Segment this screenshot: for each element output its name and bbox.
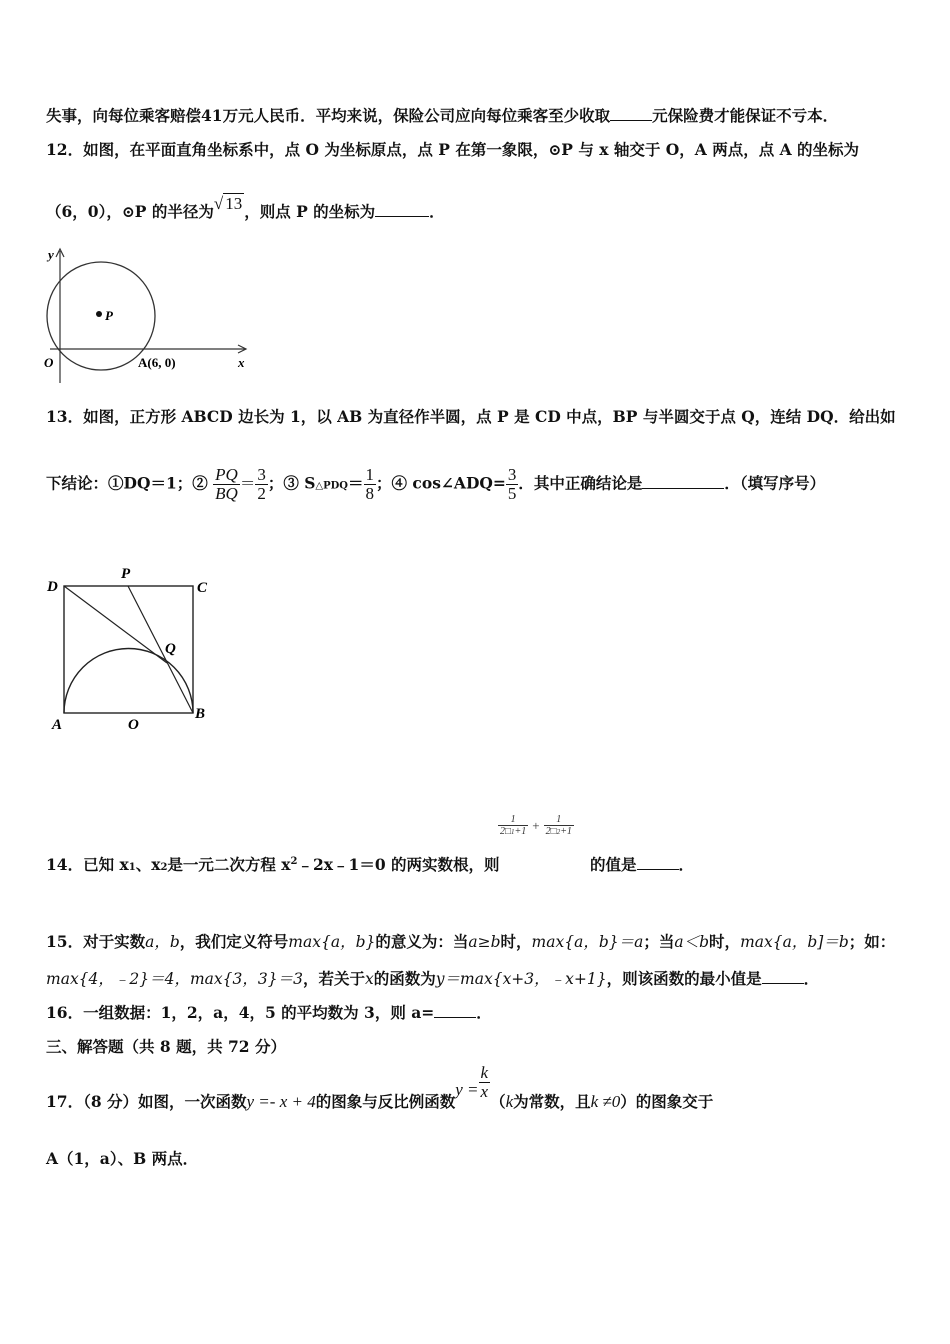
question-text: 、x: [135, 855, 161, 874]
question-text: ；如：: [848, 932, 896, 951]
semicircle: [64, 649, 193, 714]
plus-sign: +: [532, 817, 540, 833]
math-text: x: [365, 970, 374, 988]
radicand: 13: [225, 194, 243, 213]
question-text: ；当: [643, 932, 675, 951]
text: 失事，向每位乘客赔偿: [46, 106, 202, 125]
section-title: 三、解答题（共 8 题，共 72 分）: [46, 1037, 286, 1056]
question-text: ．其中正确结论是: [518, 473, 643, 493]
section-heading: [46, 1035, 286, 1057]
fraction-k-x: [479, 1064, 491, 1101]
sqrt-expression: √ 13: [213, 194, 243, 213]
question-text: 如图，在平面直角坐标系中，点 O 为坐标原点，点 P 在第一象限，⊙P 与 x 轴交于 O，A 两点，点 A 的坐标为: [83, 140, 860, 159]
question-text: （8 分）如图，一次函数: [83, 1091, 247, 1111]
label-p: P: [105, 308, 113, 323]
fraction-3-5: [506, 466, 519, 503]
label-x: x: [238, 355, 245, 370]
denominator-text: 2□: [500, 826, 512, 837]
plus-one: +1: [560, 826, 572, 837]
numerator: 3: [507, 465, 517, 484]
question-number: 15．: [46, 932, 84, 951]
question-text: （: [490, 1091, 506, 1111]
math-text: a＜b: [674, 933, 710, 951]
subscript: 1: [128, 862, 136, 873]
question-number: 14．: [46, 855, 84, 874]
fraction-1-8: [364, 466, 377, 503]
math-text: y＝max{x+3，﹣x+1}: [435, 970, 607, 988]
question-text: ．: [476, 1003, 492, 1022]
label-a: A(6, 0): [138, 355, 176, 370]
question-14-end: [590, 853, 694, 875]
figure-q12-circle: [38, 243, 253, 388]
math-text: max{4，﹣2}＝4，max{3，3}＝3: [46, 970, 303, 988]
label-o: O: [128, 717, 139, 733]
question-text: 下结论：①DQ＝1；②: [46, 473, 208, 493]
question-number: 17．: [46, 1091, 84, 1111]
math-text: max{a，b}: [288, 933, 376, 951]
math-text: k ≠0: [590, 1091, 621, 1111]
denominator: [544, 825, 574, 837]
label-d: D: [47, 579, 58, 595]
question-text: 的值是: [590, 855, 637, 874]
question-text: ．（填写序号）: [724, 473, 826, 493]
numerator: 1: [556, 814, 562, 825]
question-text: （6，0），⊙P 的半径为: [46, 202, 214, 221]
question-number: 12．: [46, 140, 84, 159]
math-expression: y =- x + 4: [246, 1091, 316, 1111]
answer-blank: [610, 106, 652, 121]
math-text: max{a，b}＝a: [531, 933, 644, 951]
question-16: [46, 1001, 492, 1023]
center-point-p: [96, 311, 102, 317]
question-text: 时，: [500, 932, 532, 951]
question-text: 如图，正方形 ABCD 边长为 1，以 AB 为直径作半圆，点 P 是 CD 中点，BP 与半圆交于点 Q，连结 DQ．给出如: [83, 407, 896, 426]
math-text: max{a，b]＝b: [740, 933, 849, 951]
numerator: 3: [257, 465, 266, 484]
label-a: A: [52, 717, 63, 733]
question-text: ，则点 P 的坐标为: [244, 202, 376, 221]
question-text: ，我们定义符号: [179, 932, 289, 951]
question-17-line2: [46, 1147, 198, 1169]
numerator: 1: [365, 465, 375, 484]
question-number: 13．: [46, 407, 84, 426]
subscript: 2: [556, 828, 561, 836]
label-o: O: [44, 355, 54, 370]
plus-one: +1: [514, 826, 527, 837]
superscript: 2: [290, 855, 298, 867]
question-text: 的图象与反比例函数: [315, 1091, 456, 1111]
answer-blank: [762, 969, 804, 984]
math-text: a，b: [145, 933, 180, 951]
question-17-line1: [46, 1063, 714, 1111]
fraction-3-2: [255, 466, 268, 503]
question-text: 时，: [709, 932, 741, 951]
question-15-line1: [46, 930, 895, 952]
label-y: y: [48, 247, 54, 262]
segment-dq: [64, 586, 167, 663]
q14-expression: [498, 814, 574, 837]
text: 41: [201, 106, 223, 125]
question-text: ）的图象交于: [620, 1091, 714, 1111]
question-text: 的意义为：当: [375, 932, 469, 951]
question-12-line1: [46, 138, 859, 160]
question-text: ；④ cos∠ADQ=: [376, 473, 506, 493]
question-text: 为常数，且: [513, 1091, 591, 1111]
denominator: x: [480, 1082, 489, 1101]
label-q: Q: [165, 641, 176, 657]
question-text: ，则该函数的最小值是: [606, 969, 762, 988]
label-b: B: [195, 706, 206, 722]
denominator: BQ: [215, 484, 238, 503]
fraction-1: [498, 814, 528, 837]
numerator: 1: [510, 814, 516, 825]
denominator: 5: [507, 484, 517, 503]
question-text: 的函数为: [373, 969, 436, 988]
question-12-line2: [46, 194, 445, 222]
question-15-line2: [46, 967, 819, 989]
question-text: ＝: [348, 473, 364, 493]
equals-sign: ＝: [239, 474, 256, 493]
question-13-line1: [46, 405, 896, 427]
question-text: 一组数据：1，2，a，4，5 的平均数为 3，则 a=: [83, 1003, 435, 1022]
label-p: P: [121, 566, 131, 582]
answer-blank: [637, 855, 679, 870]
subscript: 2: [160, 862, 168, 873]
text: 元保险费才能保证不亏本．: [652, 106, 839, 125]
math-text: k: [505, 1091, 514, 1111]
question-text: ﹣2x﹣1＝0 的两实数根，则: [297, 855, 500, 874]
answer-blank: [375, 202, 429, 217]
label-c: C: [197, 580, 208, 596]
fraction-pq-bq: [213, 466, 240, 503]
denominator: 2: [257, 484, 266, 503]
question-text: ．: [429, 202, 445, 221]
paragraph-top: [46, 104, 838, 126]
answer-blank: [434, 1003, 476, 1018]
math-expression: y =: [455, 1079, 479, 1099]
denominator: 8: [365, 484, 375, 503]
text: 万元人民币．平均来说，保险公司应向每位乘客至少收取: [222, 106, 611, 125]
question-text: 对于实数: [83, 932, 146, 951]
question-number: 16．: [46, 1003, 84, 1022]
denominator: [498, 825, 528, 837]
answer-blank: [642, 474, 724, 489]
question-14: [46, 853, 500, 875]
question-text: A（1，a）、B 两点．: [46, 1149, 199, 1168]
subscript: 1: [511, 828, 515, 836]
figure-q13-square: [40, 563, 220, 738]
question-text: ．: [803, 969, 820, 988]
question-text: ．: [678, 855, 695, 874]
question-text: 是一元二次方程 x: [167, 855, 291, 874]
subscript: △PDQ: [315, 480, 349, 492]
numerator: PQ: [215, 465, 238, 484]
question-text: ；③ S: [267, 473, 316, 493]
numerator: k: [480, 1063, 489, 1082]
question-text: ，若关于: [302, 969, 365, 988]
denominator-text: 2□: [545, 826, 557, 837]
question-13-line2: [46, 466, 825, 503]
question-text: 已知 x: [83, 855, 129, 874]
fraction-2: [544, 814, 574, 837]
math-text: a≥b: [468, 933, 501, 951]
